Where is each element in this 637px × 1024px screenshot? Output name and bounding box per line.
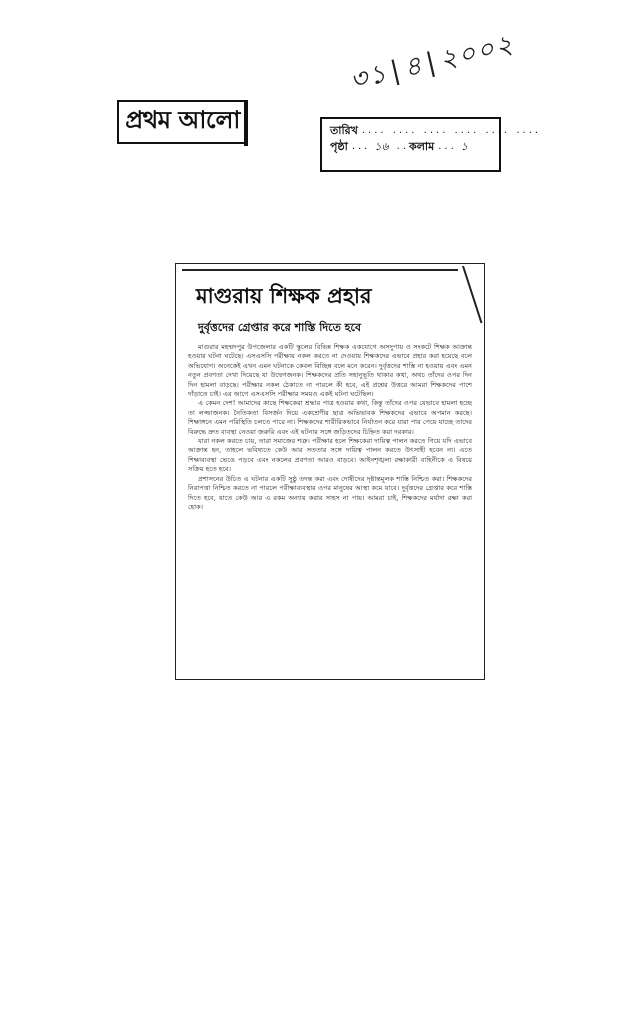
stamp-page-value: ১৬ <box>374 140 389 153</box>
stamp-date-label: তারিখ <box>330 124 358 137</box>
article-subheadline: দুর্বৃত্তদের গ্রেপ্তার করে শাস্তি দিতে হবে <box>198 321 361 334</box>
article-paragraph: এ কেমন দেশ! আমাদের কাছে শিক্ষকেরা শ্রদ্ধার পাত্র হওয়ার কথা, কিন্তু তাঁদের ওপর যেভাবে হামলা হচ্ছে তা লজ্জাজনক। নৈতিকতা বিসর্জন দিয়ে একশ্রেণীর ছাত্র অভিভাবক শিক্ষকদের এভাবে অপমান করছে। শিক্ষাঙ্গনে এমন পরিস্থিতি চলতে পারে না। শিক্ষকদের শারীরিকভাবে নির্যাতন করে যারা পার পেয়ে যাচ্ছে তাদের বিরুদ্ধে দ্রুত ব্যবস্থা নেওয়া জরুরি এবং এই ঘটনার সঙ্গে জড়িতদের চিহ্নিত করা দরকার। <box>188 399 472 436</box>
stamp-column-label: কলাম <box>409 140 435 153</box>
handwritten-date: ৩১|৪|২০০২ <box>347 29 518 97</box>
masthead-title: প্রথম আলো <box>125 105 240 134</box>
article-paragraph: যারা নকল করতে চায়, তারা সমাজের শত্রু। পরীক্ষার হলে শিক্ষকেরা দায়িত্ব পালন করতে গিয়ে যদি এভাবে আক্রান্ত হন, তাহলে ভবিষ্যতে কেউ আর সততার সঙ্গে দায়িত্ব পালন করতে উৎসাহী হবেন না। এতে শিক্ষাব্যবস্থা ভেঙে পড়বে এবং নকলের প্রবণতা আরও বাড়বে। আইনশৃঙ্খলা রক্ষাকারী বাহিনীকে এ বিষয়ে সক্রিয় হতে হবে। <box>188 437 472 474</box>
stamp-page-label: পৃষ্ঠা <box>330 140 348 153</box>
article-paragraph: মাগুরার মহম্মদপুর উপজেলার একটি স্কুলের বিভিন্ন শিক্ষক একযোগে অসদুপায় ও সংকটে শিক্ষক আক্রান্ত হওয়ার ঘটনা ঘটেছে। এসএসসি পরীক্ষায় নকল করতে না দেওয়ায় শিক্ষকদের এভাবে প্রহার করা হয়েছে বলে অভিযোগ। অনেকেই এখন এমন ঘটনাকে কেবল বিচ্ছিন্ন বলে মনে করেন। দুর্বৃত্তদের শাস্তি না হওয়ায় এবং এমন নতুন প্রবণতা দেখা দিয়েছে যা উদ্বেগজনক। শিক্ষকদের প্রতি সহানুভূতি থাকার কথা, অথচ তাঁদের ওপর দিন দিন হামলা বাড়ছে। পরীক্ষার নকল ঠেকাতে না পারলে কী হবে, এই প্রশ্নের উত্তরে আমরা শিক্ষকদের পাশে দাঁড়াতে চাই। এর আগে এসএসসি পরীক্ষার সময়ও একই ঘটনা ঘটেছিল। <box>188 343 472 399</box>
article-clipping <box>175 263 485 680</box>
stamp-page-row: পৃষ্ঠা ... ১৬ .. কলাম ... ১ <box>330 140 468 153</box>
article-headline: মাগুরায় শিক্ষক প্রহার <box>196 284 372 308</box>
article-body <box>188 343 472 512</box>
stamp-date-dots: .... .... .... .... .... .... <box>361 125 542 136</box>
newspaper-masthead <box>117 100 248 144</box>
stamp-column-value: ১ <box>460 140 468 153</box>
archive-stamp <box>320 117 542 172</box>
stamp-date-row <box>330 123 542 139</box>
article-paragraph: প্রশাসনের উচিত এ ঘটনার একটি সুষ্ঠু তদন্ত করা এবং দোষীদের দৃষ্টান্তমূলক শাস্তি নিশ্চিত করা। শিক্ষকদের নিরাপত্তা নিশ্চিত করতে না পারলে পরীক্ষাব্যবস্থার ওপর মানুষের আস্থা কমে যাবে। দুর্বৃত্তদের গ্রেপ্তার করে শাস্তি দিতে হবে, যাতে কেউ আর এ রকম অন্যায় করার সাহস না পায়। আমরা চাই, শিক্ষকদের মর্যাদা রক্ষা করা হোক। <box>188 474 472 511</box>
